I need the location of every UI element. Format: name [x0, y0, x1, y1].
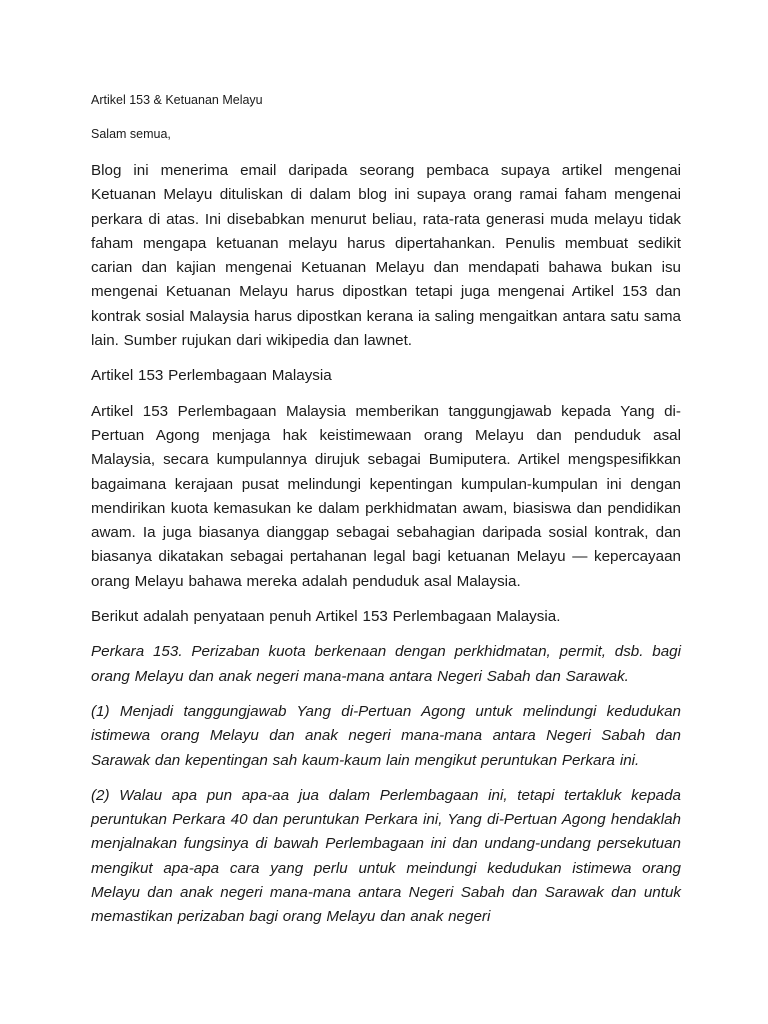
- greeting: Salam semua,: [91, 127, 171, 141]
- article-heading-italic: Perkara 153. Perizaban kuota berkenaan dengan perkhidmatan, permit, dsb. bagi orang Melayu dan anak negeri mana-mana antara Negeri Sabah dan Sarawak.: [91, 643, 681, 685]
- section-heading: Artikel 153 Perlembagaan Malaysia: [91, 367, 332, 385]
- intro-paragraph: Blog ini menerima email daripada seorang pembaca supaya artikel mengenai Ketuanan Melayu dituliskan di dalam blog ini supaya orang ramai faham mengenai perkara di atas. Ini disebabkan menurut beliau, rata-rata generasi muda melayu tidak faham mengapa ketuanan melayu harus dipertahankan. Penulis membuat sedikit carian dan kajian mengenai Ketuanan Melayu dan mendapati bahawa bukan isu mengenai Ketuanan Melayu harus dipostkan tetapi juga mengenai Artikel 153 dan kontrak sosial Malaysia harus dipostkan kerana ia saling mengaitkan antara satu sama lain. Sumber rujukan dari wikipedia dan lawnet.: [91, 162, 681, 350]
- document-title: Artikel 153 & Ketuanan Melayu: [91, 93, 263, 107]
- full-statement-intro: Berikut adalah penyataan penuh Artikel 153 Perlembagaan Malaysia.: [91, 608, 561, 626]
- clause-2: (2) Walau apa pun apa-aa jua dalam Perlembagaan ini, tetapi tertakluk kepada peruntukan Perkara 40 dan peruntukan Perkara ini, Yang di-Pertuan Agong hendaklah menjalnakan fungsinya di bawah Perlembagaan ini dan undang-undang persekutuan mengikut apa-apa cara yang perlu untuk meindungi kedudukan istimewa orang Melayu dan anak negeri mana-mana antara Negeri Sabah dan Sarawak dan untuk memastikan perizaban bagi orang Melayu dan anak negeri: [91, 786, 681, 926]
- article-description-paragraph: Artikel 153 Perlembagaan Malaysia memberikan tanggungjawab kepada Yang di-Pertuan Agong menjaga hak keistimewaan orang Melayu dan penduduk asal Malaysia, secara kumpulannya dirujuk sebagai Bumiputera. Artikel mengspesifikkan bagaimana kerajaan pusat melindungi kepentingan kumpulan-kumpulan ini dengan mendirikan kuota kemasukan ke dalam perkhidmatan awam, biasiswa dan pendidikan awam. Ia juga biasanya dianggap sebagai sebahagian daripada sosial kontrak, dan biasanya dikatakan sebagai pertahanan legal bagi ketuanan Melayu — kepercayaan orang Melayu bahawa mereka adalah penduduk asal Malaysia.: [91, 402, 681, 590]
- clause-1: (1) Menjadi tanggungjawab Yang di-Pertuan Agong untuk melindungi kedudukan istimewa orang Melayu dan anak negeri mana-mana antara Negeri Sabah dan Sarawak dan kepentingan sah kaum-kaum lain mengikut peruntukan Perkara ini.: [91, 702, 681, 769]
